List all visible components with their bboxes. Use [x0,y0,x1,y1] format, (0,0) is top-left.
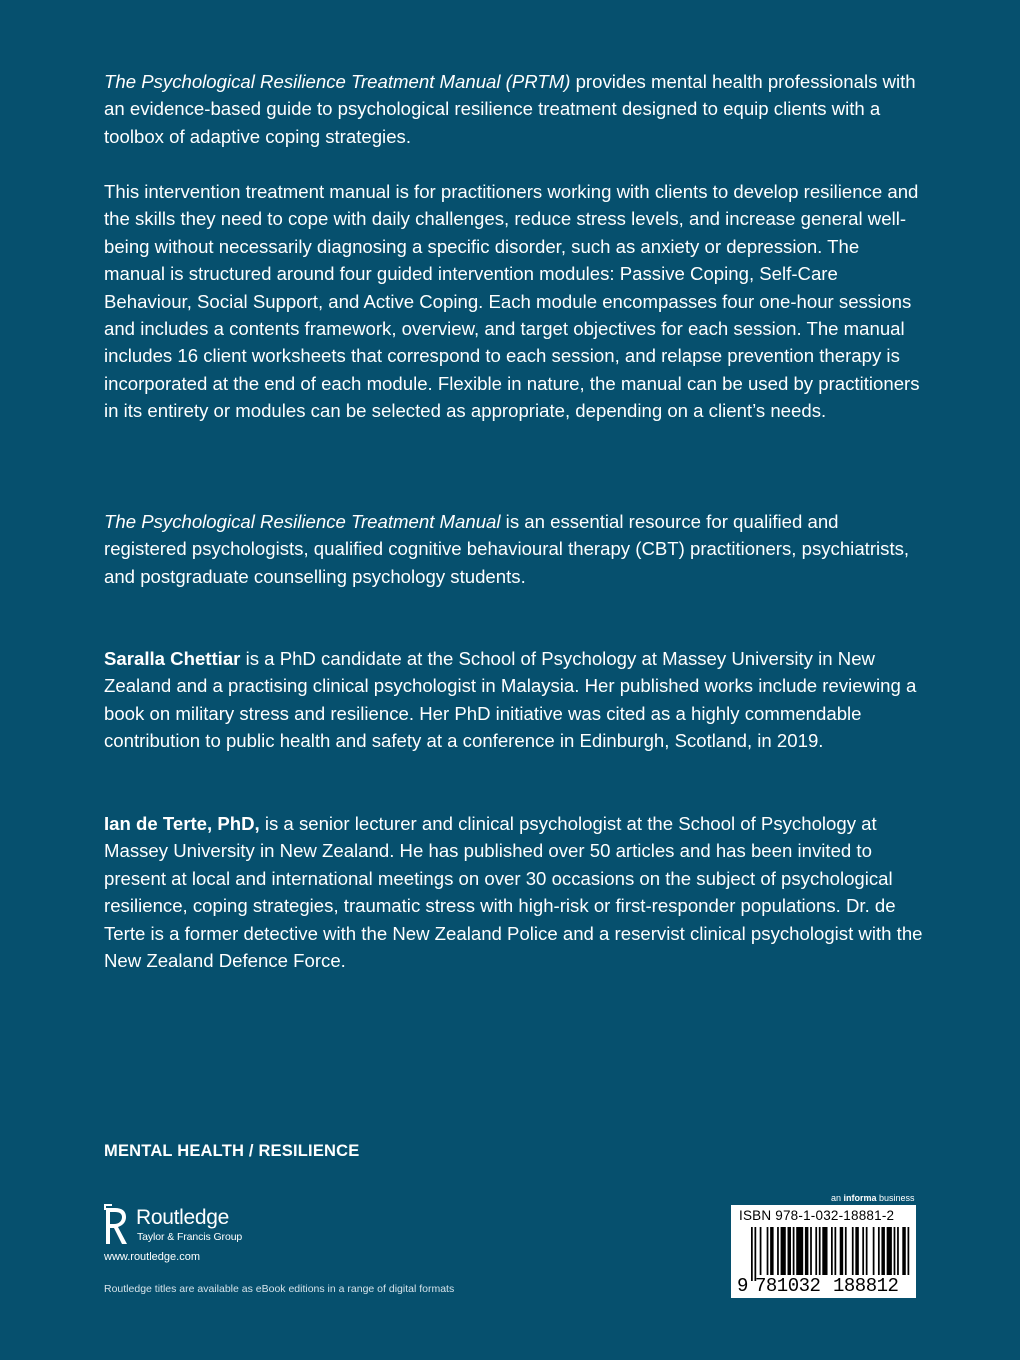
barcode-bar [770,1227,773,1275]
description-text: This intervention treatment manual is for practitioners working with clients to develop resilience and the skills they need to cope with daily challenges, reduce stress levels, and increase general well-being without necessarily diagnosing a specific disorder, such as anxiety or depression. The manual is structured around four guided intervention modules: Passive Coping, Self-Care Behaviour, Social Support, and Active Coping. Each module encompasses four one-hour sessions and includes a contents framework, overview, and target objectives for each session. The manual includes 16 client worksheets that correspond to each session, and relapse prevention therapy is incorporated at the end of each module. Flexible in nature, the manual can be used by practitioners in its entirety or modules can be selected as appropriate, depending on a client’s needs. [104,181,920,422]
barcode-bar [855,1227,858,1275]
barcode-bar [887,1227,892,1275]
barcode-bar [819,1227,821,1275]
barcode-bar [873,1227,875,1275]
barcode-bar [902,1227,905,1275]
routledge-logo-icon [104,1204,130,1246]
barcode-bar [878,1227,880,1275]
barcode-bars [751,1227,911,1281]
description-paragraph-3 [104,508,924,590]
description-paragraph-1 [104,68,924,150]
author-bio-text: is a PhD candidate at the School of Psychology at Massey University in New Zealand and a practising clinical psychologist in Malaysia. Her published works include reviewing a book on military stress and resilience. Her PhD initiative was cited as a highly commendable contribution to public health and safety at a conference in Edinburgh, Scotland, in 2019. [104,648,917,752]
barcode-digits [731,1275,916,1297]
informa-business-tag: an informa business [831,1193,915,1203]
barcode-bar [834,1227,836,1275]
publisher-group: Taylor & Francis Group [137,1231,243,1243]
barcode-bar [881,1227,884,1275]
isbn-label: ISBN 978-1-032-18881-2 [739,1208,895,1223]
author-bio-1 [104,645,924,755]
barcode-digit-first: 9 [737,1275,749,1297]
barcode-bar [788,1227,791,1275]
author-bio-2 [104,810,924,974]
barcode-digits-left: 781032 [755,1275,821,1297]
barcode-digits-right: 188812 [833,1275,899,1297]
barcode-bar [894,1227,896,1275]
book-title-italic: The Psychological Resilience Treatment Manual (PRTM) [104,71,571,92]
informa-word: informa [843,1193,877,1203]
description-paragraph-2 [104,178,924,425]
barcode-bar [805,1227,808,1275]
barcode-bar [767,1227,769,1275]
author-bio-text: is a senior lecturer and clinical psychologist at the School of Psychology at Massey University in New Zealand. He has published over 50 articles and has been invited to present at local and international meetings on over 30 occasions on the subject of psychological resilience, coping strategies, traumatic stress with high-risk or first-responder populations. Dr. de Terte is a former detective with the New Zealand Police and a reservist clinical psychologist with the New Zealand Defence Force. [104,813,923,972]
barcode-bar [751,1227,753,1281]
barcode-bar [840,1227,843,1275]
barcode-bar [754,1227,756,1281]
barcode-bar [822,1227,827,1275]
barcode-bar [815,1227,817,1275]
barcode-bar [866,1227,868,1275]
barcode-bar [793,1227,795,1275]
barcode-bar [845,1227,847,1275]
publisher-logo [104,1204,304,1248]
barcode-bar [810,1227,812,1275]
barcode-bar [897,1227,899,1275]
book-title-italic: The Psychological Resilience Treatment Manual [104,511,501,532]
barcode-bar [796,1227,803,1275]
barcode-bar [781,1227,786,1275]
description-text: provides mental health professionals with an evidence-based guide to psychological resilience treatment designed to equip clients with a toolbox of adaptive coping strategies. [104,71,916,147]
isbn-barcode [731,1205,916,1298]
barcode-bar [908,1227,910,1275]
barcode-bar [852,1227,854,1275]
barcode-bar [831,1227,833,1275]
barcode-bar [777,1227,779,1275]
author-name: Saralla Chettiar [104,648,241,669]
ebook-note: Routledge titles are available as eBook editions in a range of digital formats [104,1283,455,1295]
description-text: is an essential resource for qualified and registered psychologists, qualified cognitive behavioural therapy (CBT) practitioners, psychiatrists, and postgraduate counselling psychology students. [104,511,910,587]
author-name: Ian de Terte, PhD, [104,813,260,834]
subject-category: MENTAL HEALTH / RESILIENCE [104,1142,360,1160]
publisher-name: Routledge [136,1206,230,1229]
barcode-bar [862,1227,864,1275]
publisher-website: www.routledge.com [104,1251,200,1263]
barcode-bar [760,1227,762,1275]
